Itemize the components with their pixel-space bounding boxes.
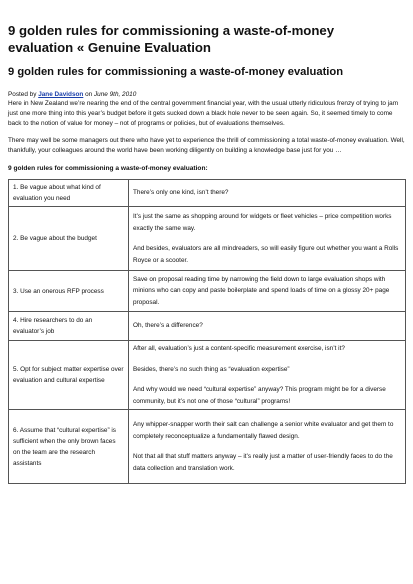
rule-comment bbox=[129, 271, 406, 312]
byline-prefix: Posted by bbox=[8, 91, 39, 98]
rule-text: 4. Hire researchers to do an evaluator’s job bbox=[9, 312, 129, 341]
rule-row bbox=[9, 180, 406, 207]
rule-comment-paragraph: And besides, evaluators are all mindreaders, so will easily figure out whether you want a Rolls Royce or a scooter. bbox=[133, 245, 399, 264]
rule-row bbox=[9, 207, 406, 271]
rule-comment bbox=[129, 207, 406, 271]
rule-row bbox=[9, 410, 406, 484]
rule-row bbox=[9, 312, 406, 341]
rule-comment-paragraph: There’s only one kind, isn’t there? bbox=[133, 189, 229, 197]
post-date: June 9th, 2010 bbox=[93, 91, 137, 98]
rule-comment-paragraph: Besides, there’s no such thing as “evaluation expertise” bbox=[133, 365, 290, 373]
rule-comment-paragraph: It’s just the same as shopping around for widgets or fleet vehicles – price competition works exactly the same way. bbox=[133, 213, 392, 232]
rule-text: 5. Opt for subject matter expertise over evaluation and cultural expertise bbox=[9, 341, 129, 410]
rule-comment-paragraph: Oh, there’s a difference? bbox=[133, 322, 203, 330]
rule-text: 6. Assume that “cultural expertise” is sufficient when the only brown faces on the team are the research assistants bbox=[9, 410, 129, 484]
rules-heading: 9 golden rules for commissioning a waste-of-money evaluation: bbox=[8, 165, 208, 172]
byline bbox=[8, 91, 405, 99]
rule-text: 3. Use an onerous RFP process bbox=[9, 271, 129, 312]
rule-comment-paragraph: Not that all that stuff matters anyway – it’s really just a matter of user-friendly faces to do the data collection and translation work. bbox=[133, 453, 393, 472]
byline-on: on bbox=[83, 91, 94, 98]
rule-comment bbox=[129, 341, 406, 410]
intro-paragraph: Here in New Zealand we’re nearing the end of the central government financial year, with the usual utterly ridiculous frenzy of trying to jam just one more thing into this year’s budget before it gets sucked down a black hole never to be seen again. So, it seemed timely to come back to the notion of value for money – not of programs or policies, but of evaluations themselves. bbox=[8, 100, 399, 127]
rule-comment bbox=[129, 410, 406, 484]
author-link[interactable]: Jane Davidson bbox=[38, 91, 84, 98]
rule-text: 2. Be vague about the budget bbox=[9, 207, 129, 271]
second-paragraph: There may well be some managers out there who have yet to experience the thrill of commissioning a total waste-of-money evaluation. Well, thankfully, your colleagues around the world have been working diligently on building a knowledge base just for you … bbox=[8, 137, 405, 154]
rule-comment-paragraph: And why would we need “cultural expertise” anyway? This program might be for a diverse community, but it’s not one of those “cultural” programs! bbox=[133, 386, 386, 405]
rules-table bbox=[8, 179, 406, 484]
rule-comment-paragraph: Save on proposal reading time by narrowing the field down to large evaluation shops with minions who can copy and paste boilerplate and spend loads of time on a glossy 20+ page proposal. bbox=[133, 275, 390, 306]
document-title: 9 golden rules for commissioning a waste-of-money evaluation « Genuine Evaluation bbox=[8, 23, 335, 55]
rule-comment-paragraph: After all, evaluation’s just a content-specific measurement exercise, isn’t it? bbox=[133, 345, 345, 352]
rule-comment bbox=[129, 312, 406, 341]
rule-row bbox=[9, 341, 406, 410]
rule-comment-paragraph: Any whipper-snapper worth their salt can challenge a senior white evaluator and get them to completely reconceptualize a fundamentally flawed design. bbox=[133, 421, 394, 440]
rule-text: 1. Be vague about what kind of evaluation you need bbox=[9, 180, 129, 207]
rule-row bbox=[9, 271, 406, 312]
article-title: 9 golden rules for commissioning a waste-of-money evaluation bbox=[8, 66, 344, 78]
rule-comment bbox=[129, 180, 406, 207]
